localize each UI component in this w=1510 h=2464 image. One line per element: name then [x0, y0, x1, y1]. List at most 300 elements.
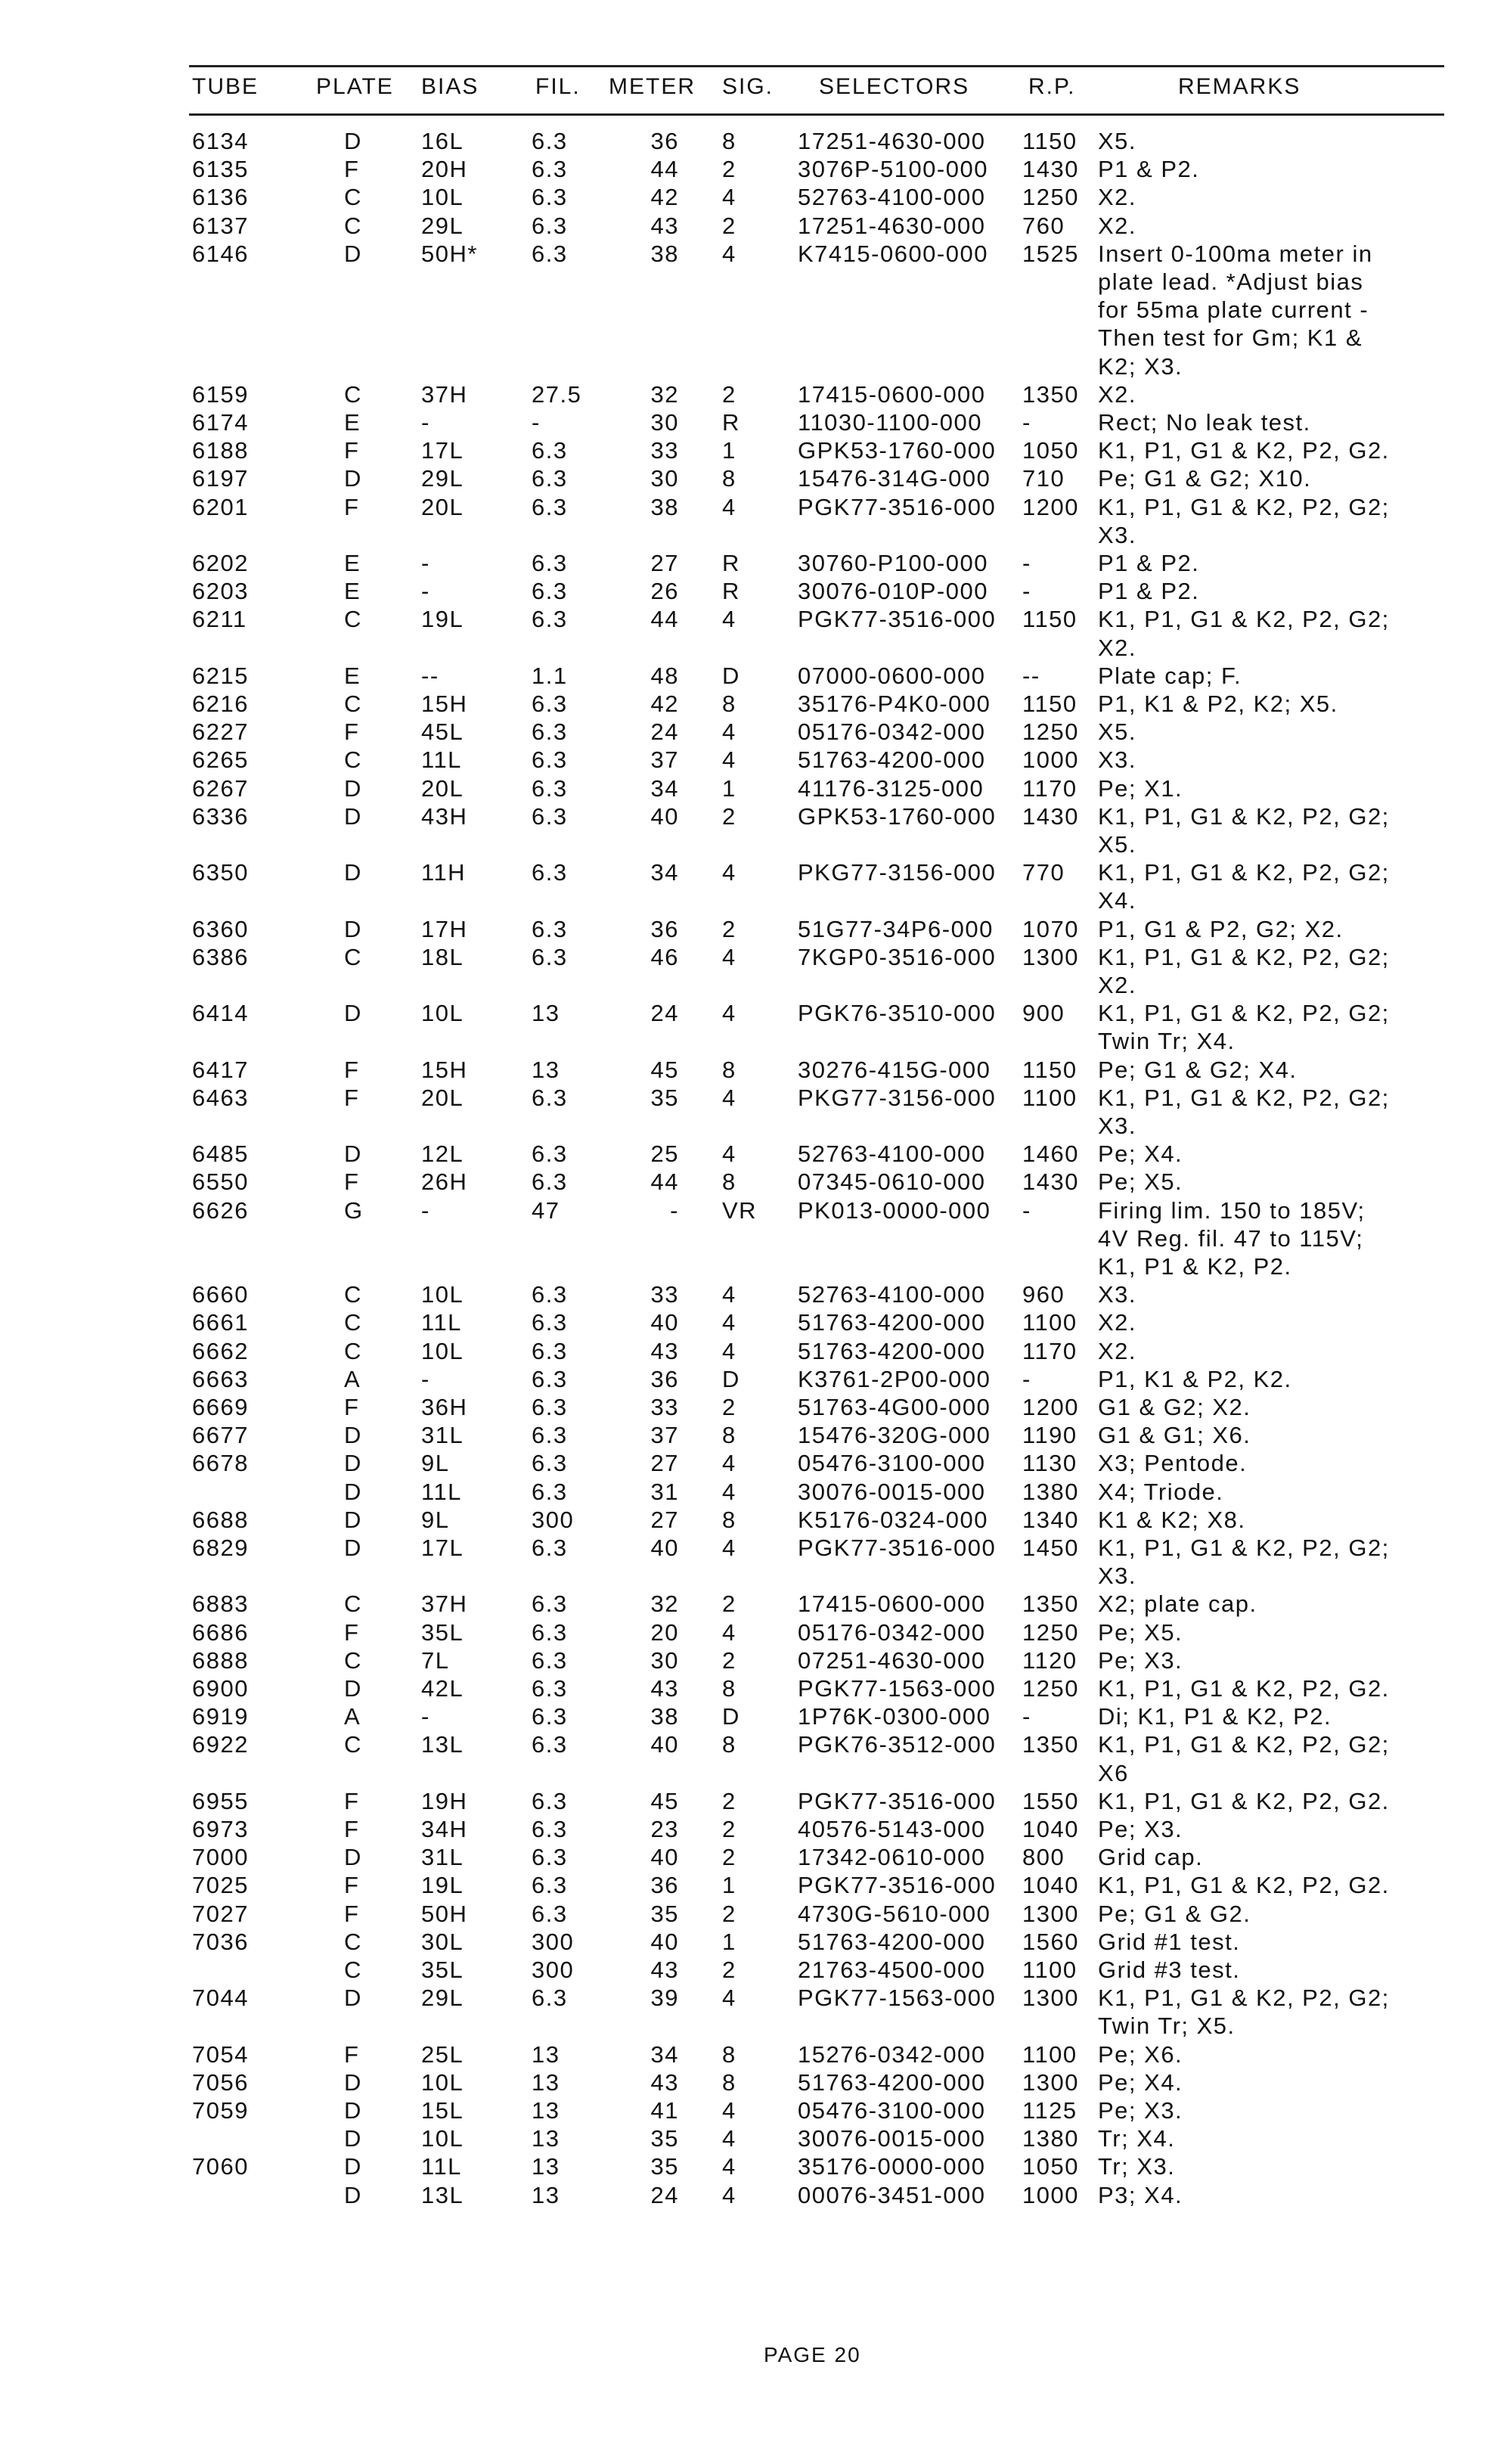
sig-cell: 4	[722, 1309, 736, 1336]
meter-cell: 38	[650, 240, 679, 267]
remarks-cell: X5.	[1098, 830, 1137, 858]
fil-cell: 6.3	[532, 1787, 568, 1814]
remarks-cell: Pe; X6.	[1098, 2040, 1183, 2068]
sig-cell: 2	[722, 1900, 736, 1927]
selectors-cell: 07345-0610-000	[798, 1168, 986, 1196]
tube-cell: 6135	[192, 156, 249, 183]
sig-cell: 8	[722, 1056, 736, 1083]
fil-cell: 6.3	[532, 859, 568, 886]
tube-cell: 6201	[192, 493, 249, 520]
tube-cell: 6202	[192, 550, 249, 576]
bias-cell: 42L	[421, 1675, 464, 1702]
fil-cell: 6.3	[532, 606, 568, 633]
meter-cell: 36	[650, 1365, 679, 1392]
sig-cell: 2	[722, 1590, 736, 1618]
bias-cell: 30L	[421, 1928, 464, 1955]
header-plate: PLATE	[316, 74, 394, 99]
bias-cell: 11L	[421, 1478, 462, 1505]
plate-cell: E	[344, 662, 361, 689]
bias-cell: 35L	[421, 1957, 464, 1983]
bias-cell: --	[421, 662, 439, 689]
selectors-cell: PGK77-1563-000	[798, 1985, 997, 2012]
sig-cell: 4	[722, 1337, 736, 1364]
meter-cell: 20	[650, 1618, 679, 1646]
meter-cell: 39	[650, 1985, 679, 2012]
plate-cell: D	[344, 859, 362, 886]
remarks-cell: X3; Pentode.	[1098, 1450, 1248, 1477]
bias-cell: 15H	[421, 690, 468, 717]
selectors-cell: 05476-3100-000	[798, 1450, 986, 1477]
meter-cell: 30	[650, 1646, 679, 1674]
bias-cell: 20L	[421, 493, 464, 520]
tube-cell: 6216	[192, 690, 249, 717]
remarks-cell: X2.	[1098, 212, 1137, 239]
fil-cell: 13	[532, 2181, 560, 2208]
tube-cell: 6922	[192, 1731, 249, 1758]
rp-cell: 1250	[1022, 1675, 1079, 1702]
sig-cell: D	[722, 1703, 740, 1730]
rp-cell: 1550	[1022, 1787, 1079, 1814]
remarks-cell: X2.	[1098, 1337, 1137, 1364]
header-selectors: SELECTORS	[819, 74, 970, 99]
plate-cell: D	[344, 1985, 362, 2012]
plate-cell: C	[344, 1928, 362, 1955]
header-bottom-rule	[189, 113, 1444, 116]
bias-cell: -	[421, 578, 430, 605]
bias-cell: 11L	[421, 1309, 462, 1336]
plate-cell: D	[344, 1140, 362, 1168]
tube-cell: 6203	[192, 578, 249, 605]
meter-cell: 30	[650, 409, 679, 436]
rp-cell: 1040	[1022, 1872, 1079, 1899]
plate-cell: F	[344, 1168, 360, 1196]
sig-cell: 8	[722, 1731, 736, 1758]
fil-cell: 13	[532, 2097, 560, 2124]
selectors-cell: 30276-415G-000	[798, 1056, 991, 1083]
meter-cell: 44	[650, 606, 679, 633]
meter-cell: 41	[650, 2097, 679, 2124]
sig-cell: 4	[722, 1084, 736, 1111]
sig-cell: R	[722, 578, 740, 605]
bias-cell: 15H	[421, 1056, 468, 1083]
sig-cell: 4	[722, 1985, 736, 2012]
meter-cell: 36	[650, 128, 679, 154]
meter-cell: 45	[650, 1787, 679, 1814]
remarks-cell: P1 & P2.	[1098, 550, 1200, 576]
meter-cell: 24	[650, 718, 679, 746]
remarks-cell: Pe; G1 & G2; X4.	[1098, 1056, 1298, 1083]
selectors-cell: 15276-0342-000	[798, 2040, 986, 2068]
remarks-cell: 4V Reg. fil. 47 to 115V;	[1098, 1224, 1364, 1252]
sig-cell: 4	[722, 2097, 736, 2124]
tube-cell: 6688	[192, 1506, 249, 1533]
meter-cell: 35	[650, 1900, 679, 1927]
tube-cell: 6188	[192, 437, 249, 464]
selectors-cell: 17342-0610-000	[798, 1844, 986, 1871]
bias-cell: 50H*	[421, 240, 478, 267]
plate-cell: F	[344, 1872, 360, 1899]
bias-cell: 11L	[421, 746, 462, 774]
selectors-cell: 17415-0600-000	[798, 1590, 986, 1618]
meter-cell: 36	[650, 915, 679, 942]
fil-cell: 13	[532, 2040, 560, 2068]
sig-cell: 4	[722, 606, 736, 633]
selectors-cell: 7KGP0-3516-000	[798, 943, 997, 970]
sig-cell: 1	[722, 1872, 736, 1899]
rp-cell: 1430	[1022, 156, 1079, 183]
meter-cell: 35	[650, 1084, 679, 1111]
fil-cell: 47	[532, 1196, 560, 1224]
fil-cell: 6.3	[532, 915, 568, 942]
plate-cell: A	[344, 1365, 361, 1392]
tube-cell: 7036	[192, 1928, 249, 1955]
remarks-cell: Pe; X3.	[1098, 1646, 1183, 1674]
rp-cell: -	[1022, 578, 1031, 605]
remarks-cell: Rect; No leak test.	[1098, 409, 1311, 436]
bias-cell: 29L	[421, 212, 464, 239]
remarks-cell: Pe; X3.	[1098, 2097, 1183, 2124]
rp-cell: 1450	[1022, 1535, 1079, 1561]
sig-cell: 4	[722, 1450, 736, 1477]
tube-cell: 6829	[192, 1535, 249, 1561]
tube-cell: 6550	[192, 1168, 249, 1196]
fil-cell: 13	[532, 2125, 560, 2152]
meter-cell: 44	[650, 156, 679, 183]
plate-cell: D	[344, 2068, 362, 2096]
meter-cell: 37	[650, 1422, 679, 1449]
bias-cell: 17L	[421, 437, 464, 464]
remarks-cell: K1, P1, G1 & K2, P2, G2.	[1098, 1675, 1390, 1702]
plate-cell: F	[344, 1056, 360, 1083]
selectors-cell: 00076-3451-000	[798, 2181, 986, 2208]
remarks-cell: plate lead. *Adjust bias	[1098, 268, 1364, 295]
fil-cell: 6.3	[532, 1535, 568, 1561]
tube-cell: 6386	[192, 943, 249, 970]
meter-cell: 30	[650, 465, 679, 492]
header-meter: METER	[609, 74, 696, 99]
bias-cell: 20H	[421, 156, 468, 183]
fil-cell: 6.3	[532, 156, 568, 183]
fil-cell: 6.3	[532, 1844, 568, 1871]
sig-cell: 4	[722, 1535, 736, 1561]
remarks-cell: K1, P1, G1 & K2, P2, G2;	[1098, 1731, 1390, 1758]
plate-cell: C	[344, 746, 362, 774]
plate-cell: C	[344, 1646, 362, 1674]
plate-cell: C	[344, 943, 362, 970]
header-sig: SIG.	[722, 74, 774, 99]
header-tube: TUBE	[192, 74, 259, 99]
fil-cell: 6.3	[532, 212, 568, 239]
selectors-cell: 41176-3125-000	[798, 774, 984, 802]
plate-cell: D	[344, 2181, 362, 2208]
rp-cell: 1150	[1022, 690, 1077, 717]
fil-cell: 6.3	[532, 128, 568, 154]
remarks-cell: Grid cap.	[1098, 1844, 1204, 1871]
fil-cell: 6.3	[532, 943, 568, 970]
remarks-cell: X5.	[1098, 718, 1137, 746]
fil-cell: 13	[532, 1056, 560, 1083]
meter-cell: 42	[650, 690, 679, 717]
fil-cell: 6.3	[532, 184, 568, 211]
meter-cell: 33	[650, 437, 679, 464]
bias-cell: 10L	[421, 1337, 464, 1364]
fil-cell: 6.3	[532, 1985, 568, 2012]
fil-cell: 13	[532, 2153, 560, 2180]
tube-cell: 7060	[192, 2153, 249, 2180]
fil-cell: 1.1	[532, 662, 568, 689]
plate-cell: D	[344, 1422, 362, 1449]
meter-cell: 23	[650, 1816, 679, 1842]
rp-cell: 1380	[1022, 2125, 1079, 2152]
remarks-cell: X3.	[1098, 1112, 1137, 1139]
remarks-cell: K1, P1, G1 & K2, P2, G2;	[1098, 802, 1390, 830]
remarks-cell: P3; X4.	[1098, 2181, 1183, 2208]
remarks-cell: P1, K1 & P2, K2; X5.	[1098, 690, 1338, 717]
remarks-cell: P1 & P2.	[1098, 578, 1200, 605]
tube-cell: 7059	[192, 2097, 249, 2124]
fil-cell: 6.3	[532, 578, 568, 605]
meter-cell: 35	[650, 2153, 679, 2180]
fil-cell: 6.3	[532, 437, 568, 464]
remarks-cell: X4.	[1098, 887, 1137, 914]
remarks-cell: X2.	[1098, 634, 1137, 661]
tube-cell: 6174	[192, 409, 249, 436]
bias-cell: 10L	[421, 1281, 464, 1308]
sig-cell: 8	[722, 465, 736, 492]
meter-cell: 45	[650, 1056, 679, 1083]
bias-cell: 34H	[421, 1816, 468, 1842]
header-fil: FIL.	[535, 74, 581, 99]
remarks-cell: K1, P1, G1 & K2, P2, G2;	[1098, 859, 1390, 886]
bias-cell: 20L	[421, 774, 464, 802]
selectors-cell: PGK77-3516-000	[798, 1787, 997, 1814]
bias-cell: -	[421, 550, 430, 576]
meter-cell: 40	[650, 1309, 679, 1336]
rp-cell: 1250	[1022, 1618, 1079, 1646]
selectors-cell: 1P76K-0300-000	[798, 1703, 991, 1730]
rp-cell: 1000	[1022, 746, 1079, 774]
fil-cell: -	[532, 409, 541, 436]
plate-cell: F	[344, 493, 360, 520]
sig-cell: 4	[722, 2125, 736, 2152]
meter-cell: 24	[650, 1000, 679, 1027]
plate-cell: D	[344, 2153, 362, 2180]
remarks-cell: K1, P1, G1 & K2, P2, G2.	[1098, 437, 1390, 464]
plate-cell: C	[344, 380, 362, 408]
remarks-cell: P1 & P2.	[1098, 156, 1200, 183]
rp-cell: 770	[1022, 859, 1065, 886]
sig-cell: 4	[722, 1140, 736, 1168]
rp-cell: 1050	[1022, 437, 1079, 464]
bias-cell: 31L	[421, 1844, 464, 1871]
tube-cell: 7044	[192, 1985, 249, 2012]
fil-cell: 300	[532, 1957, 575, 1983]
sig-cell: D	[722, 1365, 740, 1392]
tube-cell: 6414	[192, 1000, 249, 1027]
selectors-cell: 30076-0015-000	[798, 2125, 986, 2152]
plate-cell: F	[344, 1084, 360, 1111]
sig-cell: 4	[722, 2153, 736, 2180]
header-rp: R.P.	[1028, 74, 1076, 99]
rp-cell: 1300	[1022, 943, 1079, 970]
selectors-cell: PGK76-3510-000	[798, 1000, 997, 1027]
fil-cell: 6.3	[532, 1618, 568, 1646]
selectors-cell: 40576-5143-000	[798, 1816, 986, 1842]
remarks-cell: Pe; G1 & G2.	[1098, 1900, 1251, 1927]
rp-cell: 1170	[1022, 1337, 1077, 1364]
selectors-cell: GPK53-1760-000	[798, 437, 997, 464]
sig-cell: 4	[722, 184, 736, 211]
sig-cell: 8	[722, 690, 736, 717]
fil-cell: 6.3	[532, 240, 568, 267]
tube-cell: 6883	[192, 1590, 249, 1618]
remarks-cell: Pe; X3.	[1098, 1816, 1183, 1842]
fil-cell: 6.3	[532, 1816, 568, 1842]
selectors-cell: PGK77-3516-000	[798, 493, 997, 520]
sig-cell: 2	[722, 1646, 736, 1674]
tube-cell: 6463	[192, 1084, 249, 1111]
sig-cell: 4	[722, 240, 736, 267]
meter-cell: 33	[650, 1394, 679, 1420]
plate-cell: C	[344, 212, 362, 239]
fil-cell: 6.3	[532, 465, 568, 492]
sig-cell: 2	[722, 802, 736, 830]
plate-cell: F	[344, 1394, 360, 1420]
tube-cell: 6265	[192, 746, 249, 774]
bias-cell: 35L	[421, 1618, 464, 1646]
remarks-cell: X3.	[1098, 521, 1137, 548]
fil-cell: 6.3	[532, 1900, 568, 1927]
plate-cell: C	[344, 690, 362, 717]
header-top-rule	[189, 65, 1444, 67]
rp-cell: -	[1022, 550, 1031, 576]
bias-cell: 16L	[421, 128, 464, 154]
remarks-cell: G1 & G2; X2.	[1098, 1394, 1251, 1420]
bias-cell: 37H	[421, 380, 468, 408]
meter-cell: 36	[650, 1872, 679, 1899]
selectors-cell: 51763-4200-000	[798, 746, 986, 774]
selectors-cell: PGK77-3516-000	[798, 1872, 997, 1899]
remarks-cell: K2; X3.	[1098, 352, 1183, 380]
rp-cell: 1250	[1022, 184, 1079, 211]
meter-cell: 46	[650, 943, 679, 970]
remarks-cell: X4; Triode.	[1098, 1478, 1224, 1505]
selectors-cell: 05176-0342-000	[798, 718, 986, 746]
selectors-cell: 35176-0000-000	[798, 2153, 986, 2180]
rp-cell: 1125	[1022, 2097, 1077, 2124]
remarks-cell: Pe; X5.	[1098, 1618, 1183, 1646]
plate-cell: C	[344, 1337, 362, 1364]
selectors-cell: 15476-314G-000	[798, 465, 991, 492]
tube-cell: 6267	[192, 774, 249, 802]
remarks-cell: Twin Tr; X4.	[1098, 1028, 1236, 1055]
remarks-cell: K1, P1 & K2, P2.	[1098, 1252, 1292, 1280]
bias-cell: 9L	[421, 1506, 450, 1533]
header-bias: BIAS	[421, 74, 479, 99]
bias-cell: 45L	[421, 718, 464, 746]
rp-cell: 1350	[1022, 1731, 1079, 1758]
remarks-cell: K1, P1, G1 & K2, P2, G2;	[1098, 943, 1390, 970]
fil-cell: 6.3	[532, 550, 568, 576]
bias-cell: -	[421, 1196, 430, 1224]
sig-cell: 8	[722, 2040, 736, 2068]
remarks-cell: Then test for Gm; K1 &	[1098, 324, 1363, 352]
tube-cell: 6660	[192, 1281, 249, 1308]
tube-cell: 7054	[192, 2040, 249, 2068]
fil-cell: 6.3	[532, 1646, 568, 1674]
plate-cell: C	[344, 606, 362, 633]
tube-cell: 6678	[192, 1450, 249, 1477]
fil-cell: 6.3	[532, 718, 568, 746]
selectors-cell: 51763-4200-000	[798, 2068, 986, 2096]
rp-cell: 800	[1022, 1844, 1065, 1871]
plate-cell: D	[344, 2125, 362, 2152]
selectors-cell: 4730G-5610-000	[798, 1900, 991, 1927]
selectors-cell: 30076-0015-000	[798, 1478, 986, 1505]
fil-cell: 6.3	[532, 1168, 568, 1196]
fil-cell: 6.3	[532, 1422, 568, 1449]
remarks-cell: Twin Tr; X5.	[1098, 2012, 1236, 2040]
rp-cell: 1150	[1022, 1056, 1077, 1083]
remarks-cell: Pe; X4.	[1098, 2068, 1183, 2096]
bias-cell: 17H	[421, 915, 468, 942]
rp-cell: 1070	[1022, 915, 1079, 942]
page-number: PAGE 20	[764, 2343, 861, 2366]
plate-cell: D	[344, 1506, 362, 1533]
tube-cell: 6919	[192, 1703, 249, 1730]
fil-cell: 6.3	[532, 1337, 568, 1364]
header-remarks: REMARKS	[1178, 74, 1301, 99]
rp-cell: 1190	[1022, 1422, 1077, 1449]
meter-cell: 44	[650, 1168, 679, 1196]
selectors-cell: 52763-4100-000	[798, 1140, 986, 1168]
bias-cell: 29L	[421, 465, 464, 492]
selectors-cell: 30076-010P-000	[798, 578, 988, 605]
remarks-cell: K1, P1, G1 & K2, P2, G2;	[1098, 606, 1390, 633]
meter-cell: 40	[650, 1844, 679, 1871]
bias-cell: 31L	[421, 1422, 464, 1449]
sig-cell: 4	[722, 493, 736, 520]
rp-cell: 710	[1022, 465, 1065, 492]
rp-cell: 1380	[1022, 1478, 1079, 1505]
tube-cell: 6159	[192, 380, 249, 408]
sig-cell: R	[722, 409, 740, 436]
plate-cell: D	[344, 1478, 362, 1505]
tube-cell: 6686	[192, 1618, 249, 1646]
plate-cell: C	[344, 1309, 362, 1336]
meter-cell: 38	[650, 1703, 679, 1730]
rp-cell: -	[1022, 1703, 1031, 1730]
sig-cell: 1	[722, 774, 736, 802]
remarks-cell: K1, P1, G1 & K2, P2, G2.	[1098, 1872, 1390, 1899]
sig-cell: R	[722, 550, 740, 576]
bias-cell: 19H	[421, 1787, 468, 1814]
rp-cell: 1350	[1022, 1590, 1079, 1618]
meter-cell: 32	[650, 380, 679, 408]
remarks-cell: Plate cap; F.	[1098, 662, 1242, 689]
sig-cell: 4	[722, 1478, 736, 1505]
plate-cell: D	[344, 1535, 362, 1561]
remarks-cell: K1, P1, G1 & K2, P2, G2;	[1098, 1535, 1390, 1561]
rp-cell: 1170	[1022, 774, 1077, 802]
sig-cell: 2	[722, 212, 736, 239]
bias-cell: 10L	[421, 1000, 464, 1027]
sig-cell: 2	[722, 1844, 736, 1871]
bias-cell: 29L	[421, 1985, 464, 2012]
remarks-cell: X2.	[1098, 971, 1137, 998]
bias-cell: 25L	[421, 2040, 464, 2068]
selectors-cell: PGK77-3516-000	[798, 1535, 997, 1561]
